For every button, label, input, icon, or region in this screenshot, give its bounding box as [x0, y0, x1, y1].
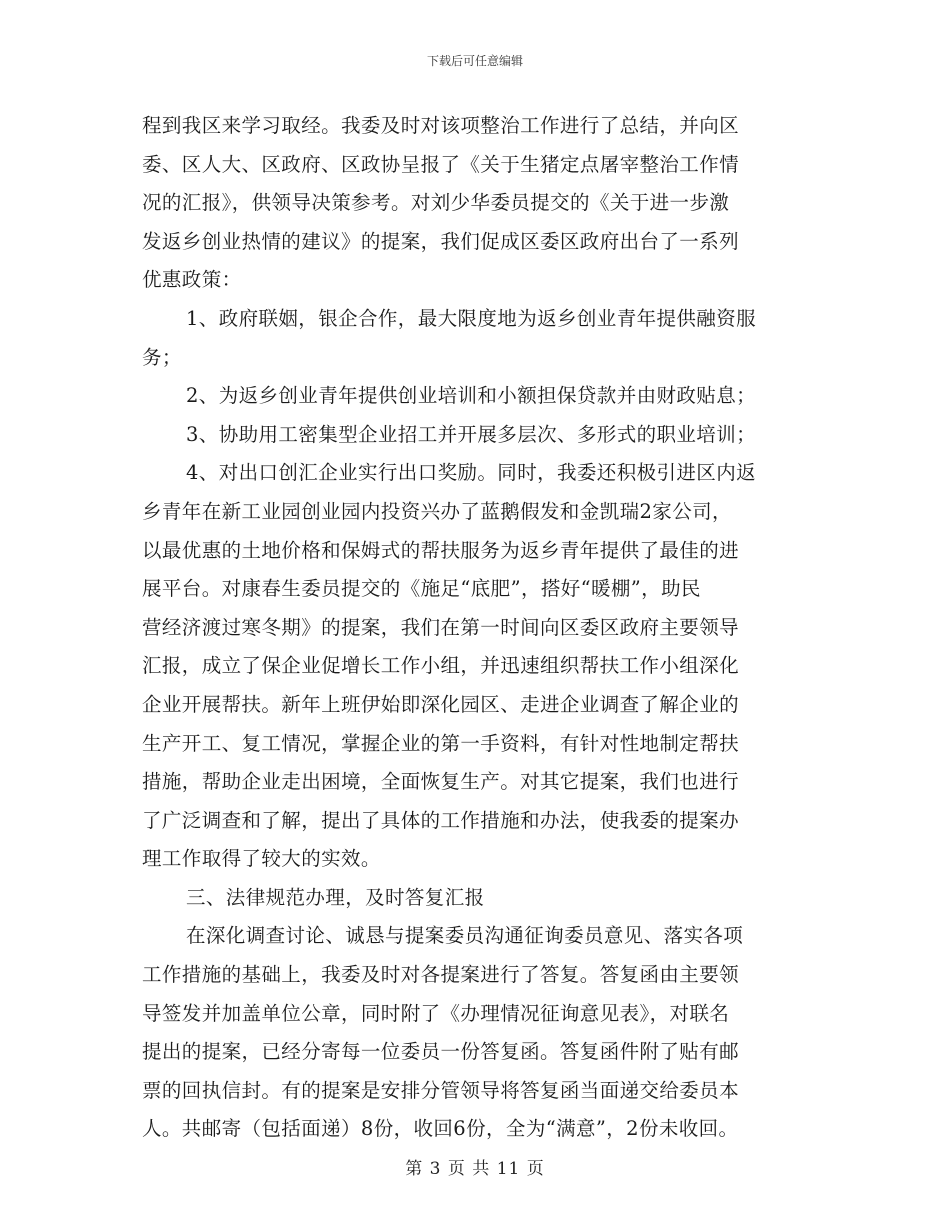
- text-line: 以最优惠的土地价格和保姆式的帮扶服务为返乡青年提供了最佳的进: [142, 538, 740, 562]
- text-line: 工作措施的基础上，我委及时对各提案进行了答复。答复函由主要领: [142, 963, 740, 987]
- text-line: 企业开展帮扶。新年上班伊始即深化园区、走进企业调查了解企业的: [142, 692, 740, 716]
- text-line: 生产开工、复工情况，掌握企业的第一手资料，有针对性地制定帮扶: [142, 731, 740, 755]
- text-line: 优惠政策：: [142, 268, 242, 292]
- text-line: 况的汇报》，供领导决策参考。对刘少华委员提交的《关于进一步激: [142, 191, 730, 215]
- text-line: 委、区人大、区政府、区政协呈报了《关于生猪定点屠宰整治工作情: [142, 152, 740, 176]
- text-line: 措施，帮助企业走出困境，全面恢复生产。对其它提案，我们也进行: [142, 770, 740, 794]
- text-line: 提出的提案，已经分寄每一位委员一份答复函。答复函件附了贴有邮: [142, 1040, 740, 1064]
- text-line: 票的回执信封。有的提案是安排分管领导将答复函当面递交给委员本: [142, 1078, 740, 1102]
- text-line: 人。共邮寄（包括面递）8份，收回6份，全为“满意”，2份未收回。: [142, 1117, 739, 1141]
- text-line: 了广泛调查和了解，提出了具体的工作措施和办法，使我委的提案办: [142, 808, 740, 832]
- text-line: 在深化调查讨论、诚恳与提案委员沟通征询委员意见、落实各项: [186, 924, 744, 948]
- page-header: 下载后可任意编辑: [426, 54, 523, 68]
- text-line: 3、协助用工密集型企业招工并开展多层次、多形式的职业培训；: [186, 422, 757, 446]
- text-line: 4、对出口创汇企业实行出口奖励。同时，我委还积极引进区内返: [186, 461, 757, 485]
- text-line: 程到我区来学习取经。我委及时对该项整治工作进行了总结，并向区: [142, 114, 740, 137]
- text-line: 乡青年在新工业园创业园内投资兴办了蓝鹅假发和金凯瑞2家公司，: [142, 499, 732, 523]
- text-line: 理工作取得了较大的实效。: [142, 847, 381, 871]
- text-line: 展平台。对康春生委员提交的《施足“底肥”，搭好“暖棚”，助民: [142, 577, 701, 601]
- page-footer: 第 3 页 共 11 页: [405, 1159, 545, 1179]
- text-line: 发返乡创业热情的建议》的提案，我们促成区委区政府出台了一系列: [142, 229, 740, 253]
- text-line: 三、法律规范办理，及时答复汇报: [186, 885, 485, 909]
- text-line: 导签发并加盖单位公章，同时附了《办理情况征询意见表》，对联名: [142, 1001, 730, 1025]
- text-line: 营经济渡过寒冬期》的提案，我们在第一时间向区委区政府主要领导: [142, 615, 740, 639]
- text-line: 汇报，成立了保企业促增长工作小组，并迅速组织帮扶工作小组深化: [142, 654, 740, 678]
- document-body: [142, 107, 822, 1149]
- text-line: 1、政府联姻，银企合作，最大限度地为返乡创业青年提供融资服: [186, 306, 757, 330]
- text-line: 2、为返乡创业青年提供创业培训和小额担保贷款并由财政贴息；: [186, 384, 757, 408]
- text-line: 务；: [142, 345, 182, 369]
